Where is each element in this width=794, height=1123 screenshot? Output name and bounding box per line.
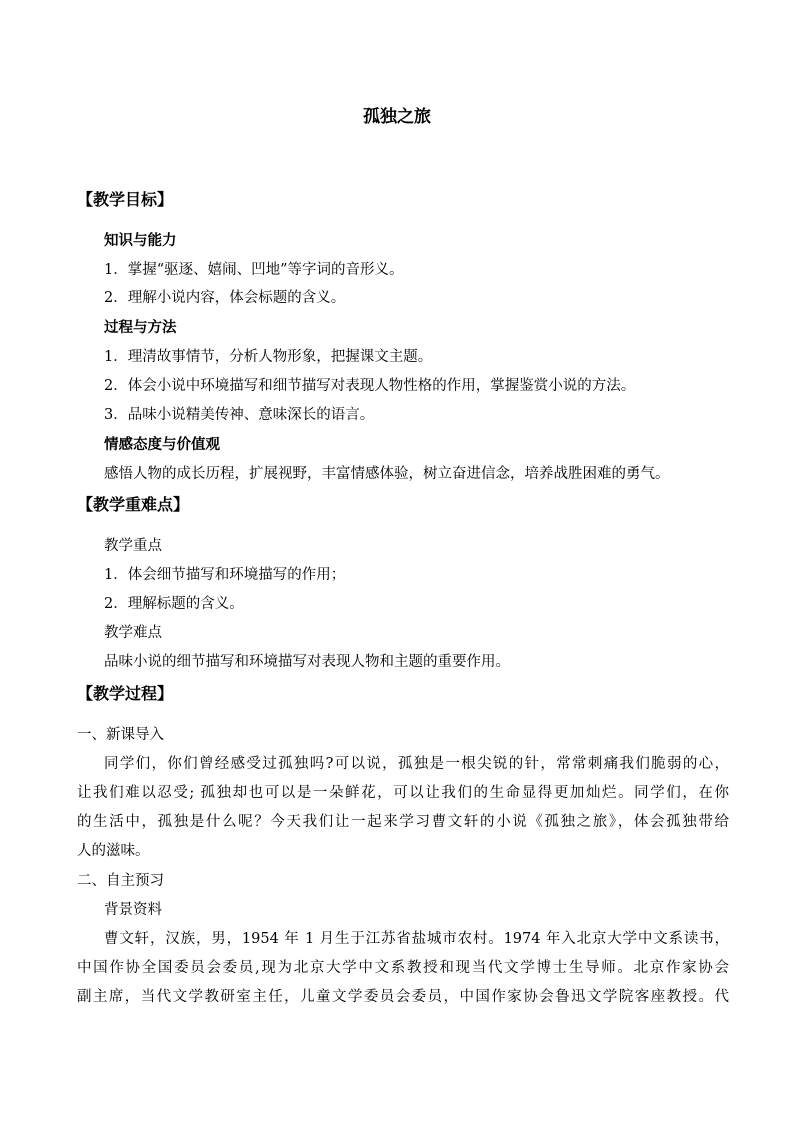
difficulty-text: 品味小说的细节描写和环境描写对表现人物和主题的重要作用。 [104,654,510,670]
knowledge-item-1: 1．掌握“驱逐、嬉闹、凹地”等字词的音形义。 [104,262,404,278]
emotion-text: 感悟人物的成长历程，扩展视野，丰富情感体验，树立奋进信念，培养战胜困难的勇气。 [104,466,670,482]
difficulty-label: 教学难点 [104,625,162,641]
focus-item-2: 2．理解标题的含义。 [104,596,244,612]
background-line-3: 副主席，当代文学教研室主任，儿童文学委员会委员，中国作家协会鲁迅文学院客座教授。代 [77,989,729,1005]
intro-line-1: 同学们，你们曾经感受过孤独吗?可以说，孤独是一根尖锐的针，常常刺痛我们脆弱的心， [104,756,729,772]
knowledge-item-2: 2．理解小说内容，体会标题的含义。 [104,290,346,306]
knowledge-label: 知识与能力 [104,232,177,249]
background-line-1: 曹文轩，汉族，男，1954 年 1 月生于江苏省盐城市农村。1974 年入北京大学中文系读书， [104,931,729,947]
goals-heading: 【教学目标】 [77,190,174,209]
teaching-process-heading: 【教学过程】 [77,684,174,703]
intro-line-2: 让我们难以忍受; 孤独却也可以是一朵鲜花，可以让我们的生命显得更加灿烂。同学们，在你 [77,785,729,801]
section-intro-label: 一、新课导入 [77,727,164,743]
intro-line-4: 人的滋味。 [77,843,150,859]
process-method-item-2: 2．体会小说中环境描写和细节描写对表现人物性格的作用，掌握鉴赏小说的方法。 [104,378,636,394]
keypoints-heading: 【教学重难点】 [77,495,190,514]
emotion-label: 情感态度与价值观 [104,436,220,453]
background-line-2: 中国作协全国委员会委员,现为北京大学中文系教授和现当代文学博士生导师。北京作家协会 [77,960,729,976]
process-method-label: 过程与方法 [104,319,177,336]
focus-item-1: 1．体会细节描写和环境描写的作用； [104,567,346,583]
background-label: 背景资料 [104,902,162,918]
focus-label: 教学重点 [104,538,162,554]
section-preview-label: 二、自主预习 [77,873,164,889]
intro-line-3: 的生活中，孤独是什么呢？今天我们让一起来学习曹文轩的小说《孤独之旅》，体会孤独带给 [77,814,729,830]
process-method-item-3: 3．品味小说精美传神、意味深长的语言。 [104,407,375,423]
process-method-item-1: 1．理清故事情节，分析人物形象，把握课文主题。 [104,349,433,365]
page-title: 孤独之旅 [363,107,431,127]
